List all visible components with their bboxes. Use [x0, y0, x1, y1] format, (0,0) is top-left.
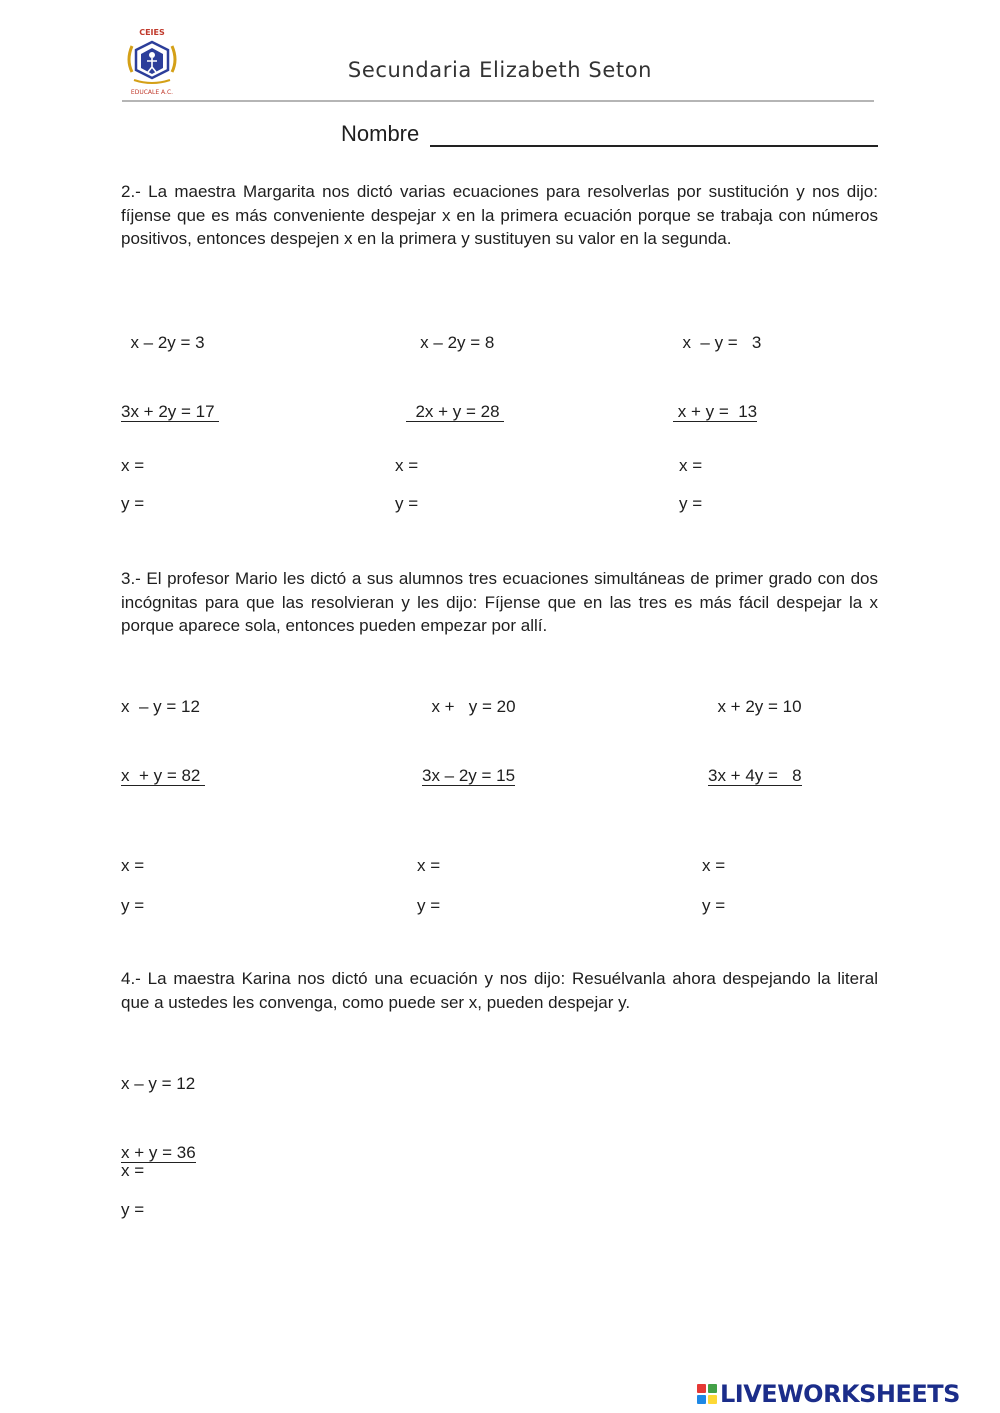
liveworksheets-logo-icon [697, 1384, 717, 1404]
equation-2: 2x + y = 28 [406, 402, 505, 421]
problem-2-prompt: 2.- La maestra Margarita nos dictó varias ecuaciones para resolverlas por sustitución y nos dijo: fíjense que es más conveniente despejar x en la primera ecuación porque se trabaja con números positivos, entonces despejen x en la primera y sustituyen su valor en la segunda. [121, 182, 878, 248]
answer-y-label: y = [702, 896, 726, 915]
svg-text:EDUCALE A.C.: EDUCALE A.C. [130, 89, 174, 96]
system-equations [121, 285, 219, 446]
problem-4-prompt: 4.- La maestra Karina nos dictó una ecuación y nos dijo: Resuélvanla ahora despejando la literal que a ustedes les convenga, como puede ser x, pueden despejar y. [121, 969, 878, 1012]
answer-x-label: x = [395, 456, 419, 475]
equation-1: x – y = 12 [121, 697, 200, 716]
answer-y-label: y = [395, 494, 419, 513]
problem-3-prompt: 3.- El profesor Mario les dictó a sus alumnos tres ecuaciones simultáneas de primer grado con dos incógnitas para que las resolvieran y les dijo: Fíjense que en las tres es más fácil despejar la x porque aparece sola, entonces pueden empezar por allí. [121, 569, 878, 635]
system-equations [673, 285, 761, 446]
equation-1: x – y = 3 [673, 333, 762, 352]
equation-1: x – 2y = 3 [121, 333, 205, 352]
answer-y-label: y = [121, 494, 145, 513]
equation-2: 3x + 4y = 8 [708, 766, 802, 785]
logo-square [708, 1395, 717, 1404]
equation-2: 3x – 2y = 15 [422, 766, 516, 785]
answer-y-label: y = [417, 896, 441, 915]
liveworksheets-watermark [697, 1379, 960, 1409]
name-field-line[interactable] [430, 145, 878, 147]
equation-2: 3x + 2y = 17 [121, 402, 220, 421]
svg-text:CEIES: CEIES [139, 28, 165, 37]
equation-2: x + y = 36 [121, 1143, 196, 1162]
logo-square [708, 1384, 717, 1393]
name-label: Nombre [341, 121, 420, 146]
answer-x-label: x = [121, 1161, 145, 1180]
equation-1: x + 2y = 10 [708, 697, 802, 716]
system-equations [406, 285, 504, 446]
logo-square [697, 1395, 706, 1404]
school-name: Secundaria Elizabeth Seton [347, 58, 653, 82]
answer-x-label: x = [121, 456, 145, 475]
answer-y-label: y = [121, 1200, 145, 1219]
system-equations [708, 649, 802, 810]
answer-x-label: x = [679, 456, 703, 475]
system-equations [422, 649, 516, 810]
answer-x-label: x = [702, 856, 726, 875]
answer-y-label: y = [679, 494, 703, 513]
header-divider [122, 100, 874, 102]
system-equations [121, 649, 205, 810]
watermark-text: LIVEWORKSHEETS [720, 1380, 960, 1408]
equation-2: x + y = 82 [121, 766, 206, 785]
equation-1: x – 2y = 8 [406, 333, 495, 352]
equation-2: x + y = 13 [673, 402, 758, 421]
answer-y-label: y = [121, 896, 145, 915]
logo-square [697, 1384, 706, 1393]
answer-x-label: x = [417, 856, 441, 875]
equation-1: x + y = 20 [422, 697, 516, 716]
equation-1: x – y = 12 [121, 1074, 196, 1093]
answer-x-label: x = [121, 856, 145, 875]
